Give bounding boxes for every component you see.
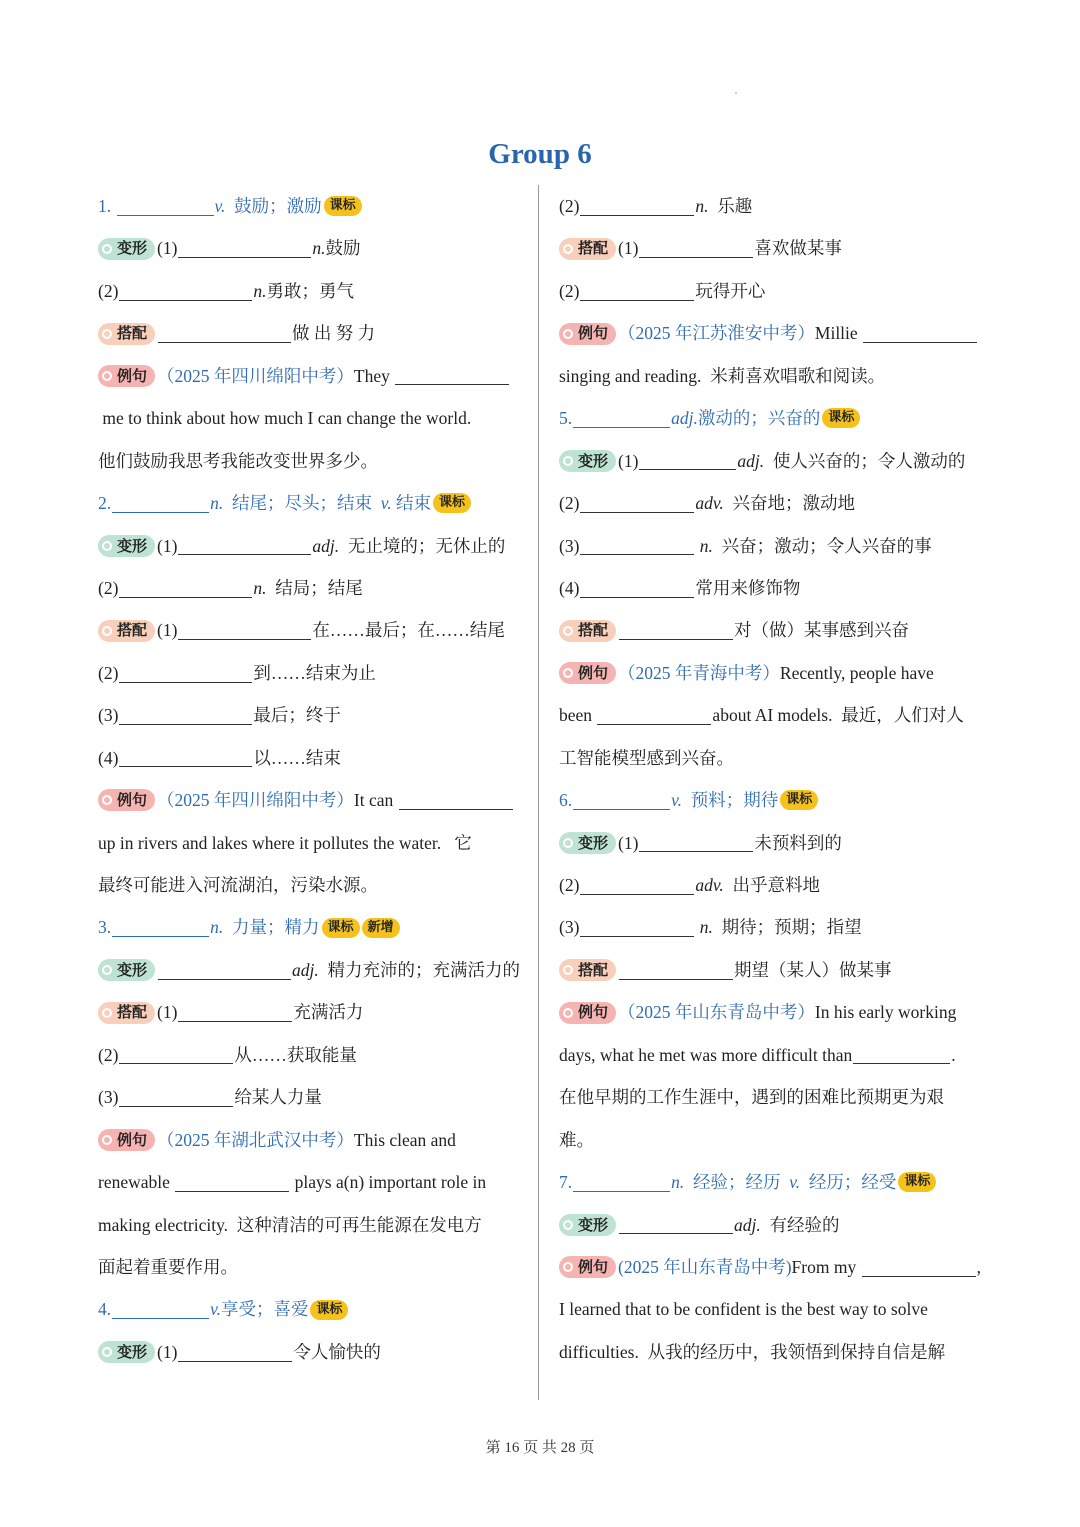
answer-blank[interactable] (178, 1343, 292, 1362)
text-segment: (1) (157, 535, 178, 556)
text-line (559, 1288, 989, 1330)
text-segment: It can (353, 790, 398, 811)
answer-blank[interactable] (119, 282, 252, 301)
answer-blank[interactable] (112, 494, 209, 513)
text-line (559, 482, 989, 524)
badge-label: 变形 (117, 1342, 148, 1361)
text-segment: They (353, 365, 395, 386)
liju-badge (559, 1002, 616, 1024)
answer-blank[interactable] (119, 748, 252, 767)
text-segment: up in rivers and lakes where it pollutes the water. 它 (98, 832, 472, 853)
text-segment: (2025 年山东青岛中考) (618, 1256, 792, 1277)
dapei-badge (559, 620, 616, 642)
text-segment: 无止境的；无休止的 (339, 535, 506, 556)
circle-icon (102, 1135, 112, 1145)
circle-icon (102, 965, 112, 975)
text-segment: (1) (157, 620, 178, 641)
text-segment: 工智能模型感到兴奋。 (559, 747, 734, 768)
text-line (98, 482, 528, 524)
circle-icon (102, 329, 112, 339)
text-segment: adj. (671, 408, 698, 429)
text-segment: 结束 (391, 493, 431, 514)
text-segment: 最终可能进入河流湖泊，污染水源。 (98, 875, 378, 895)
text-segment: （2025 年四川绵阳中考） (157, 365, 354, 386)
answer-blank[interactable] (580, 918, 694, 937)
text-line (559, 737, 989, 779)
text-line (559, 440, 989, 482)
text-line (98, 397, 528, 439)
text-segment: 兴奋；激动；令人兴奋的事 (712, 535, 932, 556)
text-segment: (1) (157, 1002, 178, 1023)
text-segment: 面起着重要作用。 (98, 1256, 238, 1277)
answer-blank[interactable] (580, 494, 694, 513)
text-segment: 5. (559, 408, 573, 429)
circle-icon (563, 244, 573, 254)
text-line (559, 1161, 989, 1203)
text-line (98, 949, 528, 991)
bianxing-badge (98, 959, 155, 981)
text-segment: n. (695, 196, 709, 216)
answer-blank[interactable] (399, 791, 513, 810)
dapei-badge (559, 959, 616, 981)
text-segment: 出乎意料地 (723, 875, 820, 895)
text-segment: (1) (618, 832, 639, 853)
text-segment: 勇敢；勇气 (266, 280, 355, 301)
liju-badge (559, 323, 616, 345)
text-segment: (3) (559, 917, 580, 938)
text-line (98, 1161, 528, 1203)
bianxing-badge (559, 832, 616, 854)
badge-label: 搭配 (578, 960, 609, 979)
text-segment: been (559, 705, 597, 726)
answer-blank[interactable] (117, 197, 214, 216)
text-line (98, 1246, 528, 1288)
text-segment: 享受；喜爱 (220, 1299, 309, 1320)
text-line (98, 779, 528, 821)
text-segment: (2) (98, 577, 119, 598)
text-line (98, 694, 528, 736)
text-line (98, 355, 528, 397)
answer-blank[interactable] (119, 1088, 233, 1107)
answer-blank[interactable] (619, 1215, 733, 1234)
text-segment: 从……获取能量 (234, 1044, 357, 1065)
text-line (98, 1331, 528, 1373)
answer-blank[interactable] (619, 961, 733, 980)
tag-badge: 课标 (822, 408, 860, 428)
text-line (98, 185, 528, 227)
text-line (559, 312, 989, 354)
text-line (98, 1288, 528, 1330)
text-line (98, 991, 528, 1033)
liju-badge (98, 1129, 155, 1151)
page-number: 第 16 页 共 28 页 (485, 1440, 595, 1456)
text-segment: 精力充沛的；充满活力的 (318, 959, 521, 980)
text-line (559, 1204, 989, 1246)
text-segment: (4) (98, 747, 119, 768)
answer-blank[interactable] (119, 579, 252, 598)
circle-icon (102, 626, 112, 636)
text-segment: 在他早期的工作生涯中，遇到的困难比预期更为艰 (559, 1087, 944, 1108)
text-segment: 在……最后；在……结尾 (312, 620, 505, 641)
bianxing-badge (98, 238, 155, 260)
text-line (559, 355, 989, 397)
answer-blank[interactable] (112, 1300, 209, 1319)
tag-badge: 课标 (324, 196, 362, 216)
text-segment: 结局；结尾 (266, 577, 363, 598)
bianxing-badge (98, 535, 155, 557)
text-segment: 兴奋地；激动地 (723, 493, 855, 514)
text-segment: v. (789, 1172, 801, 1193)
text-segment: (3) (98, 1087, 119, 1108)
text-segment: （2025 年四川绵阳中考） (157, 790, 354, 811)
text-segment: (1) (157, 1341, 178, 1362)
text-segment: 对（做）某事感到兴奋 (734, 620, 910, 641)
text-line (98, 864, 528, 906)
answer-blank[interactable] (178, 239, 311, 258)
text-line (559, 227, 989, 269)
text-line (98, 609, 528, 651)
circle-icon (563, 668, 573, 678)
answer-blank[interactable] (573, 1173, 670, 1192)
badge-label: 例句 (578, 1003, 609, 1022)
text-segment: v. (210, 1299, 221, 1320)
text-line (559, 991, 989, 1033)
answer-blank[interactable] (119, 706, 252, 725)
text-segment: n. (695, 917, 713, 938)
answer-blank[interactable] (119, 664, 252, 683)
text-line (559, 906, 989, 948)
answer-blank[interactable] (862, 1258, 976, 1277)
tag-badge: 课标 (322, 918, 360, 938)
text-segment: days, what he met was more difficult than (559, 1044, 853, 1065)
answer-blank[interactable] (573, 791, 670, 810)
tag-badge: 课标 (310, 1300, 348, 1320)
dapei-badge (98, 620, 155, 642)
text-line (559, 185, 989, 227)
text-line (559, 949, 989, 991)
circle-icon (563, 1262, 573, 1272)
text-line (98, 440, 528, 482)
text-segment: 难。 (559, 1129, 594, 1150)
text-segment: （2025 年湖北武汉中考） (157, 1129, 354, 1150)
text-segment: (2) (559, 196, 580, 216)
text-segment: 玩得开心 (695, 280, 766, 301)
text-line (559, 1034, 989, 1076)
text-segment: (2) (559, 493, 580, 514)
circle-icon (563, 1008, 573, 1018)
circle-icon (102, 541, 112, 551)
text-segment: 预料；期待 (681, 790, 779, 811)
text-segment: . (951, 1044, 956, 1065)
badge-label: 搭配 (117, 621, 148, 640)
text-segment: (4) (559, 577, 580, 598)
circle-icon (563, 456, 573, 466)
text-line (559, 864, 989, 906)
text-segment: 期待；预期；指望 (712, 917, 862, 938)
text-segment: 1. (98, 196, 116, 216)
circle-icon (102, 371, 112, 381)
badge-label: 变形 (578, 833, 609, 852)
text-segment: n. (253, 577, 267, 598)
text-segment: 令人愉快的 (293, 1341, 381, 1362)
text-segment: 4. (98, 1299, 112, 1320)
text-segment: n. (312, 238, 326, 259)
answer-blank[interactable] (119, 1045, 233, 1064)
text-segment: plays a(n) important role in (290, 1172, 487, 1193)
text-segment: (1) (157, 238, 178, 259)
text-segment: 2. (98, 493, 112, 514)
text-line (559, 397, 989, 439)
text-segment: 乐趣 (708, 196, 753, 216)
text-segment: adv. (695, 493, 724, 514)
text-segment: (2) (559, 875, 580, 895)
text-segment: 常用来修饰物 (695, 577, 801, 598)
answer-blank[interactable] (619, 621, 733, 640)
text-segment: 使人兴奋的；令人激动的 (764, 450, 966, 471)
text-segment: 经历；经受 (800, 1172, 897, 1193)
text-segment: 喜欢做某事 (754, 238, 842, 259)
liju-badge (98, 365, 155, 387)
answer-blank[interactable] (853, 1045, 950, 1064)
text-line (98, 822, 528, 864)
text-line (559, 1119, 989, 1161)
answer-blank[interactable] (639, 451, 736, 470)
text-segment: difficulties. 从我的经历中，我领悟到保持自信是解 (559, 1341, 946, 1362)
badge-label: 例句 (578, 1257, 609, 1276)
answer-blank[interactable] (178, 621, 311, 640)
text-segment: 给某人力量 (234, 1087, 322, 1108)
liju-badge (559, 1256, 616, 1278)
text-line (98, 312, 528, 354)
text-line (559, 1331, 989, 1373)
text-line (559, 694, 989, 736)
text-segment: renewable (98, 1172, 175, 1193)
dapei-badge (98, 1002, 155, 1024)
tag-badge: 课标 (433, 493, 471, 513)
answer-blank[interactable] (395, 366, 509, 385)
text-line (98, 737, 528, 779)
text-segment: 经验；经历 (684, 1172, 790, 1193)
text-line (98, 906, 528, 948)
circle-icon (102, 795, 112, 805)
text-segment: me to think about how much I can change the world. (98, 408, 472, 429)
answer-blank[interactable] (639, 239, 753, 258)
text-line (98, 1119, 528, 1161)
text-segment: (2) (559, 280, 580, 301)
answer-blank[interactable] (175, 1173, 289, 1192)
answer-blank[interactable] (580, 197, 694, 216)
circle-icon (563, 838, 573, 848)
text-segment: 3. (98, 917, 112, 938)
text-segment: Recently, people have (779, 662, 934, 683)
answer-blank[interactable] (178, 536, 311, 555)
badge-label: 变形 (578, 1215, 609, 1234)
text-line (559, 652, 989, 694)
circle-icon (563, 626, 573, 636)
text-segment: v. (214, 196, 226, 216)
badge-label: 例句 (578, 324, 609, 343)
answer-blank[interactable] (178, 1003, 292, 1022)
answer-blank[interactable] (639, 833, 753, 852)
tag-badge: 新增 (362, 918, 400, 938)
tag-badge: 课标 (898, 1172, 936, 1192)
text-segment: (2) (98, 280, 119, 301)
badge-label: 变形 (117, 239, 148, 258)
text-segment: （2025 年青海中考） (618, 662, 780, 683)
liju-badge (98, 789, 155, 811)
badge-label: 变形 (578, 451, 609, 470)
text-segment: 鼓励 (325, 238, 361, 259)
text-segment: 结尾；尽头；结束 (223, 493, 381, 514)
text-segment: n. (210, 917, 224, 938)
answer-blank[interactable] (863, 324, 977, 343)
bianxing-badge (559, 450, 616, 472)
answer-blank[interactable] (573, 409, 670, 428)
text-line (98, 652, 528, 694)
text-line (559, 1076, 989, 1118)
page-title: Group 6 (488, 138, 592, 170)
text-segment: （2025 年山东青岛中考） (618, 1002, 815, 1023)
answer-blank[interactable] (158, 961, 291, 980)
circle-icon (563, 329, 573, 339)
text-segment: v. (380, 493, 392, 514)
liju-badge (559, 662, 616, 684)
text-line (98, 227, 528, 269)
badge-label: 搭配 (578, 239, 609, 258)
text-line (559, 822, 989, 864)
text-segment: about AI models. 最近，人们对人 (712, 705, 964, 726)
text-line (559, 270, 989, 312)
text-segment: (2) (98, 1044, 119, 1065)
badge-label: 例句 (578, 663, 609, 682)
text-segment: singing and reading. 米莉喜欢唱歌和阅读。 (559, 365, 886, 386)
text-segment: From my (791, 1256, 861, 1277)
text-line (98, 567, 528, 609)
badge-label: 例句 (117, 791, 148, 810)
tag-badge: 课标 (780, 790, 818, 810)
text-segment: 激动的；兴奋的 (697, 408, 821, 429)
circle-icon (563, 965, 573, 975)
text-line (98, 1034, 528, 1076)
text-segment: I learned that to be confident is the best way to solve (559, 1299, 928, 1320)
answer-blank[interactable] (580, 876, 694, 895)
column-divider (538, 185, 539, 1400)
text-line (98, 270, 528, 312)
text-segment: This clean and (353, 1129, 456, 1150)
text-segment: （2025 年江苏淮安中考） (618, 323, 815, 344)
text-segment: 未预料到的 (754, 832, 842, 853)
answer-blank[interactable] (158, 324, 291, 343)
text-segment: 最后；终于 (253, 705, 341, 726)
text-segment: Millie (814, 323, 863, 344)
circle-icon (102, 244, 112, 254)
dapei-badge (559, 238, 616, 260)
badge-label: 搭配 (578, 621, 609, 640)
badge-label: 变形 (117, 960, 148, 979)
badge-label: 例句 (117, 1130, 148, 1149)
text-segment: adv. (695, 875, 724, 895)
text-line (559, 525, 989, 567)
answer-blank[interactable] (580, 579, 694, 598)
text-segment: (3) (98, 705, 119, 726)
answer-blank[interactable] (580, 282, 694, 301)
bianxing-badge (98, 1341, 155, 1363)
text-segment: 7. (559, 1172, 573, 1193)
text-line (559, 609, 989, 651)
right-column (559, 185, 989, 1373)
badge-label: 搭配 (117, 1003, 148, 1022)
answer-blank[interactable] (580, 536, 694, 555)
text-segment: 到……结束为止 (253, 662, 376, 683)
bianxing-badge (559, 1214, 616, 1236)
text-segment: adj. (734, 1214, 761, 1235)
circle-icon (102, 1347, 112, 1357)
text-segment: making electricity. 这种清洁的可再生能源在发电方 (98, 1214, 482, 1235)
text-line (559, 567, 989, 609)
text-segment: adj. (292, 959, 319, 980)
text-segment: v. (671, 790, 682, 811)
text-segment: adj. (312, 535, 340, 556)
text-segment: (1) (618, 238, 639, 259)
text-segment: adj. (737, 450, 765, 471)
answer-blank[interactable] (597, 706, 711, 725)
dapei-badge (98, 323, 155, 345)
text-segment: 期望（某人）做某事 (734, 959, 892, 980)
text-segment: n. (671, 1172, 685, 1193)
text-line (98, 1204, 528, 1246)
text-segment: In his early working (814, 1002, 957, 1023)
answer-blank[interactable] (112, 918, 209, 937)
text-segment: (3) (559, 535, 580, 556)
text-line (98, 1076, 528, 1118)
badge-label: 搭配 (117, 324, 148, 343)
text-segment: 鼓励；激励 (225, 196, 322, 216)
text-segment: 以……结束 (253, 747, 341, 768)
text-segment: 有经验的 (760, 1214, 840, 1235)
text-segment: 充满活力 (293, 1002, 364, 1023)
text-line (98, 525, 528, 567)
text-segment: n. (253, 280, 267, 301)
badge-label: 变形 (117, 536, 148, 555)
text-segment: (2) (98, 662, 119, 683)
text-line (559, 779, 989, 821)
text-segment: 他们鼓励我思考我能改变世界多少。 (98, 450, 378, 471)
scan-speck (735, 92, 737, 94)
circle-icon (563, 1220, 573, 1230)
text-segment: 6. (559, 790, 573, 811)
left-column (98, 185, 528, 1373)
text-line (559, 1246, 989, 1288)
badge-label: 例句 (117, 366, 148, 385)
text-segment: (1) (618, 450, 639, 471)
text-segment: 力量；精力 (223, 917, 320, 938)
text-segment: n. (695, 535, 713, 556)
text-segment: , (976, 1256, 981, 1277)
text-segment: n. (210, 493, 224, 514)
circle-icon (102, 1008, 112, 1018)
text-segment: 做 出 努 力 (292, 323, 376, 344)
